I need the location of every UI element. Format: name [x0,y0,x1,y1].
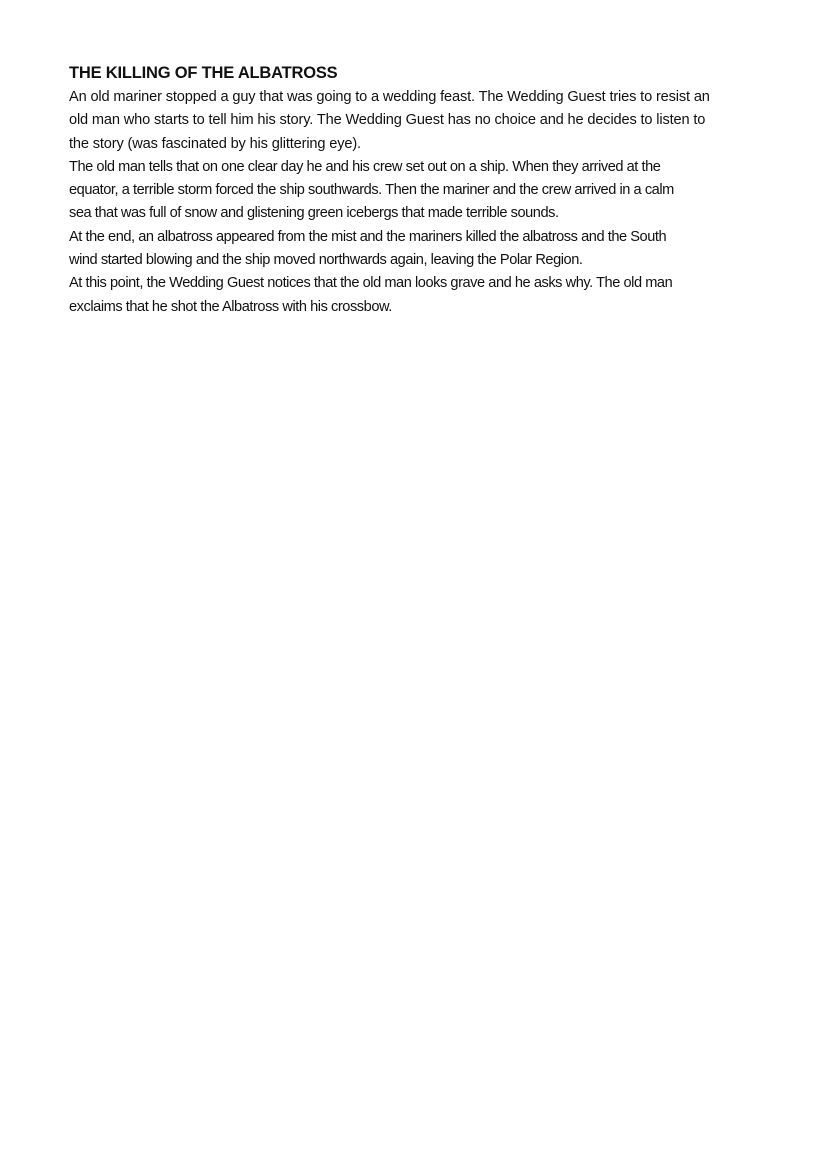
paragraph-intro [69,86,769,156]
paragraph-confession [69,272,769,319]
document-page [69,62,769,319]
paragraph-voyage [69,156,769,226]
document-title: THE KILLING OF THE ALBATROSS [69,64,338,82]
text-line: the story (was fascinated by his glittering eye). [69,135,361,152]
paragraph-albatross [69,226,769,273]
text-line: old man who starts to tell him his story. The Wedding Guest has no choice and he decides to listen to [69,112,706,129]
text-line: At the end, an albatross appeared from the mist and the mariners killed the albatross and the South [69,228,667,245]
text-line: sea that was full of snow and glistening green icebergs that made terrible sounds. [69,205,559,222]
text-line: wind started blowing and the ship moved northwards again, leaving the Polar Region. [69,252,583,269]
text-line: At this point, the Wedding Guest notices that the old man looks grave and he asks why. The old man [69,275,673,292]
text-line: equator, a terrible storm forced the ship southwards. Then the mariner and the crew arrived in a calm [69,182,674,199]
text-line: The old man tells that on one clear day he and his crew set out on a ship. When they arrived at the [69,158,661,175]
text-line: exclaims that he shot the Albatross with his crossbow. [69,298,392,315]
text-line: An old mariner stopped a guy that was going to a wedding feast. The Wedding Guest tries to resist an [69,89,710,105]
